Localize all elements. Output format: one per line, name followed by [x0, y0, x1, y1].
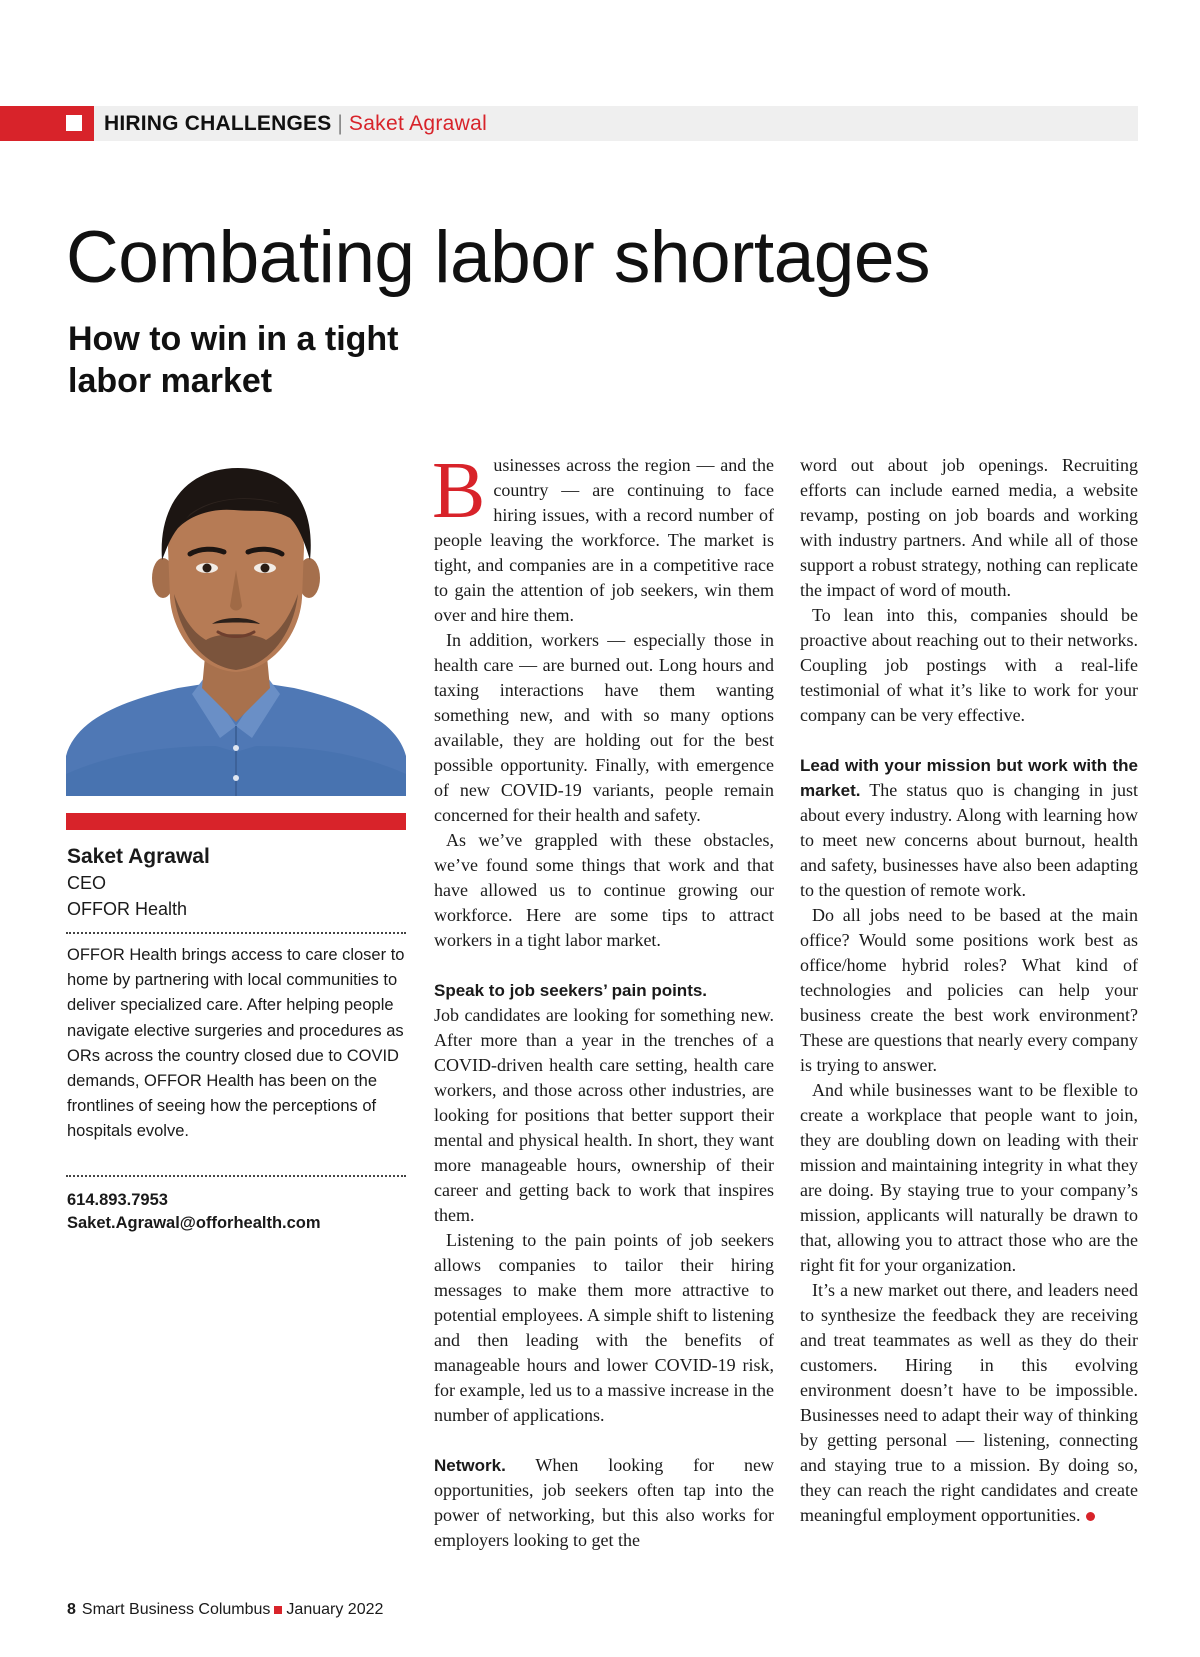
mission-text: The status quo is changing in just about every industry. Along with learning how to meet new concerns about burnout, health and safety, businesses have also been adapting to the question of remote work. [800, 780, 1138, 900]
author-company: OFFOR Health [67, 899, 188, 919]
header-author: Saket Agrawal [348, 112, 488, 135]
article-column-1 [432, 447, 774, 1553]
drop-cap: B [432, 447, 486, 535]
intro-text: usinesses across the region — and the country — are continuing to face hiring issues, with a record number of people leaving the workforce. The market is tight, and companies are in a competitive race to gain the attention of job seekers, win them over and hire them. [434, 455, 774, 625]
bio-divider-bottom [66, 1175, 406, 1177]
section-network [434, 1453, 774, 1553]
paragraph-flexible: And while businesses want to be flexible to create a workplace that people want to join, they are doubling down on leading with their mission and maintaining integrity in what they are doing. By staying true to your company’s mission, applicants will naturally be drawn to that, allowing you to attract those who are the right fit for your organization. [800, 1080, 1138, 1275]
conclusion-text: It’s a new market out there, and leaders need to synthesize the feedback they are receiving and treat teammates as well as they do their customers. Hiring in this evolving environment doesn’t have to be impossible. Businesses need to adapt their way of thinking by getting personal — listening, connecting and staying true to a mission. By doing so, they can reach the right candidates and create meaningful employment opportunities. [800, 1280, 1138, 1525]
paragraph-obstacles: As we’ve grappled with these obstacles, we’ve found some things that work and that have allowed us to continue growing our workforce. Here are some tips to attract workers in a tight labor market. [434, 830, 774, 950]
paragraph-conclusion [800, 1278, 1138, 1528]
network-text-continued: word out about job openings. Recruiting efforts can include earned media, a website revamp, posting on job boards and working with industry partners. And while all of those support a robust strategy, nothing can replicate the impact of word of mouth. [800, 455, 1138, 600]
author-email[interactable]: Saket.Agrawal@offorhealth.com [67, 1214, 321, 1232]
portrait-illustration [66, 456, 406, 796]
network-text: When looking for new opportunities, job seekers often tap into the power of networking, but this also works for employers looking to get the [434, 1455, 774, 1550]
section-pain-points [434, 978, 774, 1228]
subhead-network: Network. [434, 1456, 506, 1475]
paragraph-remote-work: Do all jobs need to be based at the main office? Would some positions work best as office/home hybrid roles? What kind of technologies and policies can help your business create the best work environment? These are questions that nearly every company is trying to answer. [800, 905, 1138, 1075]
paragraph-listening: Listening to the pain points of job seekers allows companies to tailor their hiring messages to make them more attractive to potential employees. A simple shift to listening and then leading with the benefits of manageable hours and lower COVID-19 risk, for example, led us to a massive increase in the number of applications. [434, 1230, 774, 1425]
subhead-pain-points: Speak to job seekers’ pain points. [434, 981, 708, 1000]
article-column-2 [800, 453, 1138, 1528]
footer-square-icon [274, 1606, 282, 1614]
header-separator: | [337, 112, 343, 135]
section-label: HIRING CHALLENGES [104, 112, 332, 135]
paragraph-burnout: In addition, workers — especially those in health care — are burned out. Long hours and taxing interactions have them wanting something new, and with so many options available, they are holding out for the best possible opportunity. Finally, with emergence of new COVID-19 variants, people remain concerned for their health and safety. [434, 630, 774, 825]
page-footer [67, 1600, 383, 1620]
bio-divider-top [66, 932, 406, 934]
header-square-icon [66, 115, 82, 131]
page-number: 8 [67, 1601, 76, 1618]
pain-points-text: Job candidates are looking for something new. After more than a year in the trenches of a COVID-driven health care setting, health care workers, and those across other industries, are looking for positions that better support their mental and physical health. In short, they want more manageable hours, ownership of their career and getting back to work that inspires them. [434, 1005, 774, 1225]
author-name: Saket Agrawal [67, 845, 210, 868]
company-description: OFFOR Health brings access to care closer to home by partnering with local communities to deliver specialized care. After helping people navigate elective surgeries and procedures as ORs across the country closed due to COVID demands, OFFOR Health has been on the frontlines of seeing how the perceptions of hospitals evolve. [67, 946, 405, 1141]
author-photo [66, 456, 406, 796]
intro-paragraph [432, 447, 774, 628]
article-headline: Combating labor shortages [66, 217, 930, 298]
photo-accent-bar [66, 813, 406, 830]
author-phone: 614.893.7953 [67, 1191, 168, 1209]
subhead-mission: Lead with your mission but work with the market. [800, 756, 1138, 800]
end-mark-icon [1086, 1512, 1095, 1521]
section-mission [800, 753, 1138, 903]
article-subheadline: How to win in a tight labor market [68, 320, 399, 400]
paragraph-proactive: To lean into this, companies should be proactive about reaching out to their networks. Coupling job postings with a real-life testimonial of what it’s like to work for your company can be very effective. [800, 605, 1138, 725]
issue-date: January 2022 [286, 1601, 384, 1618]
publication-name: Smart Business Columbus [81, 1601, 271, 1618]
author-title: CEO [67, 873, 107, 893]
section-header [104, 112, 487, 136]
